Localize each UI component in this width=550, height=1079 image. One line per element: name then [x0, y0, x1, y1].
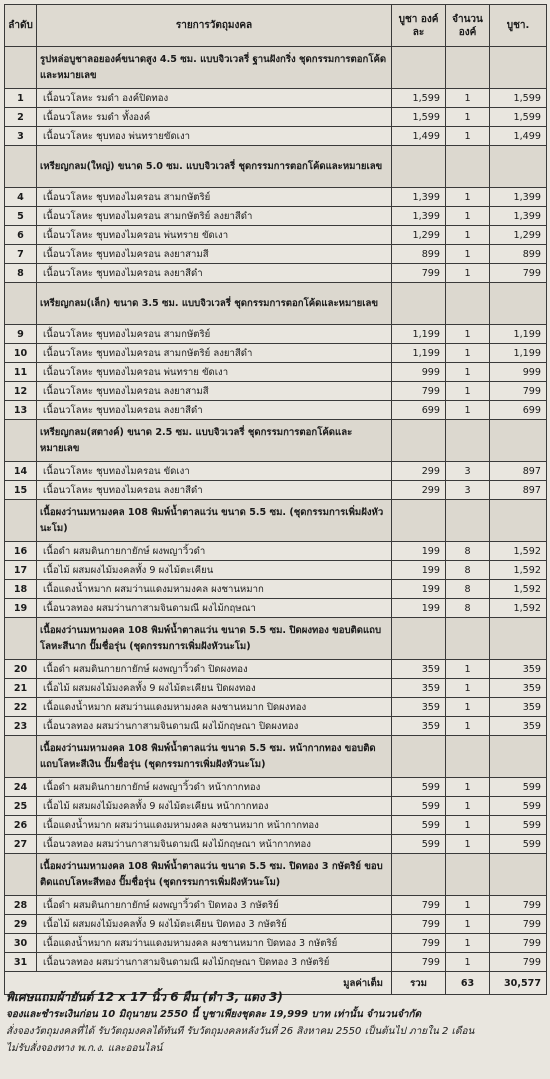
- item-total: 599: [490, 797, 547, 816]
- item-qty: 1: [446, 245, 490, 264]
- table-row: [5, 363, 547, 382]
- item-name: เนื้อดำ ผสมดินกายกายักษ์ ผงพญาวิ้วดำ ปิดทอง 3 กษัตริย์: [37, 896, 392, 915]
- item-total: 599: [490, 778, 547, 797]
- total-sum-label: รวม: [392, 972, 446, 995]
- item-total: 1,592: [490, 599, 547, 618]
- item-no: 24: [5, 778, 37, 797]
- item-name: เนื้อไม้ ผสมผงไม้มงคลทั้ง 9 ผงไม้ตะเคียน ปิดทอง 3 กษัตริย์: [37, 915, 392, 934]
- group-qty-cell: [446, 47, 490, 89]
- price-table: [4, 4, 547, 995]
- group-title: เนื้อผงว่านมหามงคล 108 พิมพ์น้ำตาลแว่น ขนาด 5.5 ซม. (ชุดกรรมการเพิ่มฝังหัวนะโม): [37, 500, 392, 542]
- item-qty: 1: [446, 401, 490, 420]
- group-title: รูปหล่อบูชาลอยองค์ขนาดสูง 4.5 ซม. แบบจิวเวลรี่ ฐานฝังกริ่ง ชุดกรรมการตอกโค้ดและหมายเลข: [37, 47, 392, 89]
- item-price: 359: [392, 717, 446, 736]
- item-name: เนื้อนวโลหะ ชุบทองไมครอน ขัดเงา: [37, 462, 392, 481]
- item-price: 799: [392, 915, 446, 934]
- item-no: 19: [5, 599, 37, 618]
- item-no: 18: [5, 580, 37, 599]
- item-price: 599: [392, 797, 446, 816]
- item-price: 599: [392, 835, 446, 854]
- item-price: 199: [392, 542, 446, 561]
- item-no: 25: [5, 797, 37, 816]
- item-name: เนื้อนวโลหะ รมดำ องค์ปิดทอง: [37, 89, 392, 108]
- item-no: 12: [5, 382, 37, 401]
- item-name: เนื้อนวลทอง ผสมว่านกาสามจินดามณี ผงไม้กฤษณา ปิดทอง 3 กษัตริย์: [37, 953, 392, 972]
- item-no: 7: [5, 245, 37, 264]
- item-name: เนื้อนวโลหะ ชุบทองไมครอน ลงยาสามสี: [37, 382, 392, 401]
- table-row: [5, 89, 547, 108]
- item-qty: 1: [446, 896, 490, 915]
- item-no: 6: [5, 226, 37, 245]
- item-no: 2: [5, 108, 37, 127]
- item-total: 1,399: [490, 188, 547, 207]
- group-title: เนื้อผงว่านมหามงคล 108 พิมพ์น้ำตาลแว่น ขนาด 5.5 ซม. ปิดทอง 3 กษัตริย์ ขอบติดแถบโลหะสีทอง ปั๊มชื่อรุ่น (ชุดกรรมการเพิ่มฝังหัวนะโม): [37, 854, 392, 896]
- table-row: [5, 561, 547, 580]
- table-row: [5, 679, 547, 698]
- item-price: 1,599: [392, 89, 446, 108]
- group-header-row: [5, 500, 547, 542]
- item-name: เนื้อนวโลหะ รมดำ ทั้งองค์: [37, 108, 392, 127]
- item-total: 359: [490, 698, 547, 717]
- total-label: มูลค่าเต็ม: [343, 977, 383, 989]
- group-total-cell: [490, 47, 547, 89]
- item-name: เนื้อนวโลหะ ชุบทองไมครอน ลงยาสามสี: [37, 245, 392, 264]
- item-price: 1,299: [392, 226, 446, 245]
- item-total: 799: [490, 382, 547, 401]
- table-row: [5, 835, 547, 854]
- group-title: เหรียญกลม(เล็ก) ขนาด 3.5 ซม. แบบจิวเวลรี่ ชุดกรรมการตอกโค้ดและหมายเลข: [37, 283, 392, 325]
- item-total: 1,592: [490, 580, 547, 599]
- item-qty: 1: [446, 226, 490, 245]
- item-price: 1,399: [392, 207, 446, 226]
- item-qty: 1: [446, 188, 490, 207]
- item-no: 16: [5, 542, 37, 561]
- table-row: [5, 108, 547, 127]
- table-header-row: [5, 5, 547, 47]
- item-total: 699: [490, 401, 547, 420]
- item-qty: 1: [446, 325, 490, 344]
- item-total: 1,199: [490, 344, 547, 363]
- item-price: 1,199: [392, 344, 446, 363]
- table-row: [5, 896, 547, 915]
- table-row: [5, 462, 547, 481]
- table-row: [5, 127, 547, 146]
- item-name: เนื้อนวโลหะ ชุบทองไมครอน สามกษัตริย์: [37, 325, 392, 344]
- group-header-row: [5, 736, 547, 778]
- item-total: 359: [490, 679, 547, 698]
- item-name: เนื้อนวโลหะ ชุบทองไมครอน สามกษัตริย์ ลงยาสีดำ: [37, 344, 392, 363]
- item-price: 999: [392, 363, 446, 382]
- group-price-cell: [392, 618, 446, 660]
- item-qty: 1: [446, 108, 490, 127]
- item-no: 20: [5, 660, 37, 679]
- item-name: เนื้อนวลทอง ผสมว่านกาสามจินดามณี ผงไม้กฤษณา: [37, 599, 392, 618]
- group-total-cell: [490, 736, 547, 778]
- item-no: 3: [5, 127, 37, 146]
- item-qty: 1: [446, 835, 490, 854]
- header-qty: จำนวน องค์: [446, 5, 490, 47]
- item-price: 1,199: [392, 325, 446, 344]
- item-qty: 1: [446, 816, 490, 835]
- item-name: เนื้อแดงน้ำหมาก ผสมว่านแดงมหามงคล ผงชานหมาก หน้ากากทอง: [37, 816, 392, 835]
- item-no: 22: [5, 698, 37, 717]
- table-row: [5, 207, 547, 226]
- group-price-cell: [392, 420, 446, 462]
- item-no: 5: [5, 207, 37, 226]
- item-no: 4: [5, 188, 37, 207]
- header-item: รายการวัตถุมงคล: [37, 5, 392, 47]
- table-row: [5, 953, 547, 972]
- item-name: เนื้อแดงน้ำหมาก ผสมว่านแดงมหามงคล ผงชานหมาก ปิดทอง 3 กษัตริย์: [37, 934, 392, 953]
- item-price: 799: [392, 896, 446, 915]
- header-price: บูชา องค์ละ: [392, 5, 446, 47]
- item-total: 899: [490, 245, 547, 264]
- table-row: [5, 698, 547, 717]
- group-qty-cell: [446, 618, 490, 660]
- group-no-cell: [5, 47, 37, 89]
- group-price-cell: [392, 47, 446, 89]
- item-price: 1,599: [392, 108, 446, 127]
- table-row: [5, 934, 547, 953]
- item-total: 599: [490, 835, 547, 854]
- group-price-cell: [392, 500, 446, 542]
- item-no: 11: [5, 363, 37, 382]
- group-header-row: [5, 47, 547, 89]
- group-total-cell: [490, 854, 547, 896]
- item-name: เนื้อดำ ผสมดินกายกายักษ์ ผงพญาวิ้วดำ หน้ากากทอง: [37, 778, 392, 797]
- table-row: [5, 226, 547, 245]
- item-name: เนื้อดำ ผสมดินกายกายักษ์ ผงพญาวิ้วดำ: [37, 542, 392, 561]
- item-qty: 1: [446, 934, 490, 953]
- item-name: เนื้อแดงน้ำหมาก ผสมว่านแดงมหามงคล ผงชานหมาก: [37, 580, 392, 599]
- table-row: [5, 245, 547, 264]
- item-no: 29: [5, 915, 37, 934]
- item-no: 1: [5, 89, 37, 108]
- group-no-cell: [5, 283, 37, 325]
- group-header-row: [5, 283, 547, 325]
- item-price: 799: [392, 264, 446, 283]
- price-list-sheet: [4, 4, 546, 995]
- item-qty: 1: [446, 778, 490, 797]
- item-qty: 1: [446, 344, 490, 363]
- item-no: 15: [5, 481, 37, 500]
- item-total: 599: [490, 816, 547, 835]
- item-no: 31: [5, 953, 37, 972]
- group-no-cell: [5, 420, 37, 462]
- table-row: [5, 401, 547, 420]
- item-name: เนื้อนวลทอง ผสมว่านกาสามจินดามณี ผงไม้กฤษณา หน้ากากทอง: [37, 835, 392, 854]
- item-total: 799: [490, 915, 547, 934]
- group-qty-cell: [446, 283, 490, 325]
- item-qty: 1: [446, 363, 490, 382]
- item-qty: 8: [446, 599, 490, 618]
- item-total: 1,592: [490, 542, 547, 561]
- group-title: เนื้อผงว่านมหามงคล 108 พิมพ์น้ำตาลแว่น ขนาด 5.5 ซม. หน้ากากทอง ขอบติดแถบโลหะสีเงิน ปั๊มชื่อรุ่น (ชุดกรรมการเพิ่มฝังหัวนะโม): [37, 736, 392, 778]
- group-no-cell: [5, 854, 37, 896]
- item-name: เนื้อนวลทอง ผสมว่านกาสามจินดามณี ผงไม้กฤษณา ปิดผงทอง: [37, 717, 392, 736]
- item-name: เนื้อนวโลหะ ชุบทองไมครอน สามกษัตริย์ ลงยาสีดำ: [37, 207, 392, 226]
- item-name: เนื้อไม้ ผสมผงไม้มงคลทั้ง 9 ผงไม้ตะเคียน หน้ากากทอง: [37, 797, 392, 816]
- note-restriction: ไม่รับสั่งจองทาง พ.ก.ง. และออนไลน์: [6, 1043, 163, 1054]
- item-qty: 1: [446, 679, 490, 698]
- group-total-cell: [490, 146, 547, 188]
- item-price: 899: [392, 245, 446, 264]
- item-qty: 1: [446, 717, 490, 736]
- item-price: 299: [392, 462, 446, 481]
- footer-notes: [6, 989, 544, 1057]
- group-title: เหรียญกลม(ใหญ่) ขนาด 5.0 ซม. แบบจิวเวลรี่ ชุดกรรมการตอกโค้ดและหมายเลข: [37, 146, 392, 188]
- item-total: 897: [490, 481, 547, 500]
- item-no: 27: [5, 835, 37, 854]
- group-price-cell: [392, 736, 446, 778]
- item-name: เนื้อนวโลหะ ชุบทองไมครอน ลงยาสีดำ: [37, 264, 392, 283]
- item-total: 799: [490, 264, 547, 283]
- item-price: 1,399: [392, 188, 446, 207]
- item-price: 799: [392, 953, 446, 972]
- item-name: เนื้อไม้ ผสมผงไม้มงคลทั้ง 9 ผงไม้ตะเคียน: [37, 561, 392, 580]
- group-no-cell: [5, 146, 37, 188]
- group-qty-cell: [446, 854, 490, 896]
- group-qty-cell: [446, 146, 490, 188]
- item-total: 999: [490, 363, 547, 382]
- header-total: บูชา.: [490, 5, 547, 47]
- table-row: [5, 542, 547, 561]
- total-amount: 30,577: [490, 972, 547, 995]
- group-header-row: [5, 146, 547, 188]
- group-qty-cell: [446, 500, 490, 542]
- table-row: [5, 264, 547, 283]
- group-total-cell: [490, 420, 547, 462]
- item-qty: 8: [446, 542, 490, 561]
- item-price: 359: [392, 698, 446, 717]
- group-price-cell: [392, 146, 446, 188]
- item-price: 359: [392, 660, 446, 679]
- item-price: 699: [392, 401, 446, 420]
- item-total: 1,599: [490, 89, 547, 108]
- group-total-cell: [490, 283, 547, 325]
- item-qty: 8: [446, 580, 490, 599]
- item-total: 1,592: [490, 561, 547, 580]
- item-name: เนื้อนวโลหะ ชุบทองไมครอน พ่นทราย ขัดเงา: [37, 226, 392, 245]
- item-no: 26: [5, 816, 37, 835]
- item-name: เนื้อนวโลหะ ชุบทองไมครอน สามกษัตริย์: [37, 188, 392, 207]
- group-no-cell: [5, 500, 37, 542]
- item-qty: 8: [446, 561, 490, 580]
- item-no: 17: [5, 561, 37, 580]
- item-qty: 3: [446, 462, 490, 481]
- item-qty: 1: [446, 207, 490, 226]
- total-qty: 63: [446, 972, 490, 995]
- item-total: 1,199: [490, 325, 547, 344]
- item-total: 1,399: [490, 207, 547, 226]
- item-price: 199: [392, 561, 446, 580]
- group-total-cell: [490, 618, 547, 660]
- item-price: 1,499: [392, 127, 446, 146]
- table-row: [5, 660, 547, 679]
- item-qty: 1: [446, 127, 490, 146]
- item-name: เนื้อดำ ผสมดินกายกายักษ์ ผงพญาวิ้วดำ ปิดผงทอง: [37, 660, 392, 679]
- item-qty: 1: [446, 915, 490, 934]
- table-row: [5, 915, 547, 934]
- item-no: 13: [5, 401, 37, 420]
- item-no: 21: [5, 679, 37, 698]
- group-total-cell: [490, 500, 547, 542]
- item-qty: 3: [446, 481, 490, 500]
- item-total: 1,299: [490, 226, 547, 245]
- item-price: 359: [392, 679, 446, 698]
- table-row: [5, 816, 547, 835]
- item-total: 799: [490, 896, 547, 915]
- item-price: 199: [392, 599, 446, 618]
- item-qty: 1: [446, 698, 490, 717]
- table-row: [5, 717, 547, 736]
- group-qty-cell: [446, 736, 490, 778]
- item-total: 359: [490, 717, 547, 736]
- table-body: [5, 47, 547, 972]
- item-name: เนื้อแดงน้ำหมาก ผสมว่านแดงมหามงคล ผงชานหมาก ปิดผงทอง: [37, 698, 392, 717]
- group-title: เหรียญกลม(สตางค์) ขนาด 2.5 ซม. แบบจิวเวลรี่ ชุดกรรมการตอกโค้ดและหมายเลข: [37, 420, 392, 462]
- item-price: 799: [392, 382, 446, 401]
- item-name: เนื้อไม้ ผสมผงไม้มงคลทั้ง 9 ผงไม้ตะเคียน ปิดผงทอง: [37, 679, 392, 698]
- item-qty: 1: [446, 89, 490, 108]
- group-no-cell: [5, 736, 37, 778]
- header-no: ลำดับ: [5, 5, 37, 47]
- group-no-cell: [5, 618, 37, 660]
- note-bonus: พิเศษแถมผ้ายันต์ 12 x 17 นิ้ว 6 ผืน (ดำ 3, แดง 3): [6, 990, 283, 1004]
- note-delivery: สั่งจองวัตถุมงคลที่ได้ รับวัตถุมงคลได้ทันที รับวัตถุมงคลหลังวันที่ 26 สิงหาคม 2550 เป็นต้นไป ภายใน 2 เดือน: [6, 1026, 475, 1037]
- item-no: 9: [5, 325, 37, 344]
- item-no: 8: [5, 264, 37, 283]
- note-booking: จองและชำระเงินก่อน 10 มิถุนายน 2550 นี้ บูชาเพียงชุดละ 19,999 บาท เท่านั้น จำนวนจำกัด: [6, 1009, 422, 1020]
- item-name: เนื้อนวโลหะ ชุบทองไมครอน พ่นทราย ขัดเงา: [37, 363, 392, 382]
- item-total: 799: [490, 953, 547, 972]
- item-no: 14: [5, 462, 37, 481]
- group-qty-cell: [446, 420, 490, 462]
- item-no: 30: [5, 934, 37, 953]
- group-header-row: [5, 618, 547, 660]
- item-price: 199: [392, 580, 446, 599]
- item-name: เนื้อนวโลหะ ชุบทองไมครอน ลงยาสีดำ: [37, 481, 392, 500]
- table-row: [5, 778, 547, 797]
- group-header-row: [5, 420, 547, 462]
- table-row: [5, 580, 547, 599]
- table-row: [5, 188, 547, 207]
- group-price-cell: [392, 283, 446, 325]
- item-no: 10: [5, 344, 37, 363]
- item-total: 359: [490, 660, 547, 679]
- item-price: 599: [392, 816, 446, 835]
- table-row: [5, 344, 547, 363]
- table-row: [5, 797, 547, 816]
- item-price: 799: [392, 934, 446, 953]
- item-qty: 1: [446, 797, 490, 816]
- table-row: [5, 481, 547, 500]
- group-title: เนื้อผงว่านมหามงคล 108 พิมพ์น้ำตาลแว่น ขนาด 5.5 ซม. ปิดผงทอง ขอบติดแถบโลหะสีนาก ปั๊มชื่อรุ่น (ชุดกรรมการเพิ่มฝังหัวนะโม): [37, 618, 392, 660]
- group-price-cell: [392, 854, 446, 896]
- item-qty: 1: [446, 660, 490, 679]
- item-no: 28: [5, 896, 37, 915]
- item-qty: 1: [446, 264, 490, 283]
- item-total: 1,499: [490, 127, 547, 146]
- group-header-row: [5, 854, 547, 896]
- item-price: 299: [392, 481, 446, 500]
- item-qty: 1: [446, 382, 490, 401]
- item-name: เนื้อนวโลหะ ชุบทองไมครอน ลงยาสีดำ: [37, 401, 392, 420]
- table-row: [5, 599, 547, 618]
- item-total: 1,599: [490, 108, 547, 127]
- table-row: [5, 382, 547, 401]
- table-row: [5, 325, 547, 344]
- item-no: 23: [5, 717, 37, 736]
- item-price: 599: [392, 778, 446, 797]
- item-total: 897: [490, 462, 547, 481]
- item-name: เนื้อนวโลหะ ชุบทอง พ่นทรายขัดเงา: [37, 127, 392, 146]
- item-qty: 1: [446, 953, 490, 972]
- item-total: 799: [490, 934, 547, 953]
